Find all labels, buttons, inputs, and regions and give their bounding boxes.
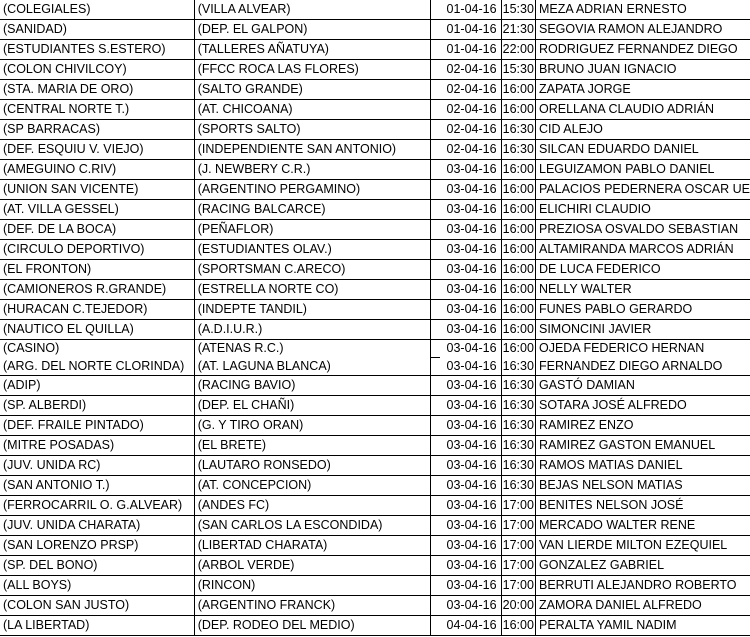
date-cell: 03-04-16 <box>440 396 501 416</box>
table-row <box>0 556 750 576</box>
referee-cell: SEGOVIA RAMON ALEJANDRO <box>536 20 750 40</box>
time-cell: 16:00 <box>501 220 535 240</box>
spacer-cell <box>430 180 440 200</box>
away-team-cell: (SPORTS SALTO) <box>194 120 430 140</box>
away-team-cell: (PEÑAFLOR) <box>194 220 430 240</box>
home-team-cell: (AMEGUINO C.RIV) <box>0 160 194 180</box>
home-team-cell: (EL FRONTON) <box>0 260 194 280</box>
date-cell: 03-04-16 <box>440 240 501 260</box>
spacer-cell <box>430 40 440 60</box>
spacer-cell <box>430 416 440 436</box>
away-team-cell: (ESTRELLA NORTE CO) <box>194 280 430 300</box>
referee-cell: OJEDA FEDERICO HERNAN <box>539 341 705 356</box>
table-row <box>0 358 750 376</box>
date-cell: 03-04-16 <box>440 340 501 358</box>
date-cell: 03-04-16 <box>440 260 501 280</box>
time-cell: 15:30 <box>501 0 535 20</box>
referee-cell: FUNES PABLO GERARDO <box>536 300 750 320</box>
table-row <box>0 536 750 556</box>
spacer-cell <box>430 536 440 556</box>
away-team-cell: (AT. LAGUNA BLANCA) <box>194 358 430 376</box>
date-cell: 03-04-16 <box>440 456 501 476</box>
table-row <box>0 516 750 536</box>
away-team-cell: (TALLERES AÑATUYA) <box>194 40 430 60</box>
spacer-cell <box>430 616 440 636</box>
table-row <box>0 120 750 140</box>
date-cell: 03-04-16 <box>440 376 501 396</box>
away-team-cell: (A.D.I.U.R.) <box>194 320 430 340</box>
spacer-cell <box>430 240 440 260</box>
referee-cell: PREZIOSA OSVALDO SEBASTIAN <box>536 220 750 240</box>
time-cell: 17:00 <box>501 556 535 576</box>
away-team-cell: (DEP. EL CHAÑI) <box>194 396 430 416</box>
spacer-cell <box>430 100 440 120</box>
referee-cell: GASTÓ DAMIAN <box>536 376 750 396</box>
time-cell: 16:30 <box>501 416 535 436</box>
date-cell: 01-04-16 <box>440 0 501 20</box>
away-team-cell: (AT. CONCEPCION) <box>194 476 430 496</box>
referee-cell: ZAMORA DANIEL ALFREDO <box>536 596 750 616</box>
home-team-cell: (COLON CHIVILCOY) <box>0 60 194 80</box>
date-cell: 03-04-16 <box>440 160 501 180</box>
spacer-cell <box>430 280 440 300</box>
table-row <box>0 160 750 180</box>
away-team-cell: (LAUTARO RONSEDO) <box>194 456 430 476</box>
time-cell: 16:00 <box>501 100 535 120</box>
table-row <box>0 320 750 340</box>
home-team-cell: (COLON SAN JUSTO) <box>0 596 194 616</box>
date-cell: 03-04-16 <box>440 576 501 596</box>
away-team-cell: (ARGENTINO FRANCK) <box>194 596 430 616</box>
home-team-cell: (SAN ANTONIO T.) <box>0 476 194 496</box>
home-team-cell: (AT. VILLA GESSEL) <box>0 200 194 220</box>
date-cell: 02-04-16 <box>440 60 501 80</box>
table-row <box>0 100 750 120</box>
referee-cell: PERALTA YAMIL NADIM <box>536 616 750 636</box>
home-team-cell: (ARG. DEL NORTE CLORINDA) <box>0 358 194 376</box>
home-team-cell: (JUV. UNIDA RC) <box>0 456 194 476</box>
spacer-cell <box>430 456 440 476</box>
home-team-cell: (DEF. DE LA BOCA) <box>0 220 194 240</box>
time-cell: 16:30 <box>501 376 535 396</box>
time-cell: 16:30 <box>501 140 535 160</box>
table-row <box>0 240 750 260</box>
spacer-cell <box>430 436 440 456</box>
referee-cell: ORELLANA CLAUDIO ADRIÁN <box>536 100 750 120</box>
date-cell: 04-04-16 <box>440 616 501 636</box>
home-team-cell: (ESTUDIANTES S.ESTERO) <box>0 40 194 60</box>
home-team-cell: (CAMIONEROS R.GRANDE) <box>0 280 194 300</box>
away-team-cell: (EL BRETE) <box>194 436 430 456</box>
date-cell: 01-04-16 <box>440 40 501 60</box>
time-cell: 16:30 <box>501 358 535 376</box>
home-team-cell: (CASINO) <box>0 340 194 358</box>
home-team-cell: (UNION SAN VICENTE) <box>0 180 194 200</box>
spacer-cell <box>430 496 440 516</box>
referee-cell: BRUNO JUAN IGNACIO <box>536 60 750 80</box>
away-team-cell: (SAN CARLOS LA ESCONDIDA) <box>194 516 430 536</box>
table-row <box>0 416 750 436</box>
spacer-cell <box>430 516 440 536</box>
date-cell: 03-04-16 <box>440 516 501 536</box>
table-row <box>0 200 750 220</box>
home-team-cell: (NAUTICO EL QUILLA) <box>0 320 194 340</box>
spacer-cell <box>430 160 440 180</box>
table-row <box>0 20 750 40</box>
date-cell: 02-04-16 <box>440 100 501 120</box>
table-row <box>0 300 750 320</box>
time-cell: 15:30 <box>501 60 535 80</box>
referee-cell: PALACIOS PEDERNERA OSCAR UE <box>536 180 750 200</box>
away-team-cell: (ARGENTINO PERGAMINO) <box>194 180 430 200</box>
table-row <box>0 40 750 60</box>
time-cell: 16:30 <box>501 120 535 140</box>
time-cell: 16:00 <box>501 260 535 280</box>
table-row <box>0 376 750 396</box>
away-team-cell: (LIBERTAD CHARATA) <box>194 536 430 556</box>
home-team-cell: (SP. ALBERDI) <box>0 396 194 416</box>
spacer-cell <box>430 340 440 358</box>
home-team-cell: (SP BARRACAS) <box>0 120 194 140</box>
table-row <box>0 456 750 476</box>
referee-cell: MEZA ADRIAN ERNESTO <box>536 0 750 20</box>
date-cell: 02-04-16 <box>440 140 501 160</box>
date-cell: 03-04-16 <box>440 416 501 436</box>
time-cell: 17:00 <box>501 496 535 516</box>
home-team-cell: (SP. DEL BONO) <box>0 556 194 576</box>
home-team-cell: (CIRCULO DEPORTIVO) <box>0 240 194 260</box>
date-cell: 03-04-16 <box>440 220 501 240</box>
table-row <box>0 60 750 80</box>
spacer-cell <box>430 220 440 240</box>
time-cell: 20:00 <box>501 596 535 616</box>
home-team-cell: (HURACAN C.TEJEDOR) <box>0 300 194 320</box>
time-cell: 17:00 <box>501 536 535 556</box>
away-team-cell: (VILLA ALVEAR) <box>194 0 430 20</box>
time-cell: 22:00 <box>501 40 535 60</box>
referee-cell: SOTARA JOSÉ ALFREDO <box>536 396 750 416</box>
spacer-cell <box>430 80 440 100</box>
date-cell: 03-04-16 <box>440 556 501 576</box>
referee-cell: MERCADO WALTER RENE <box>536 516 750 536</box>
referee-cell: VAN LIERDE MILTON EZEQUIEL <box>536 536 750 556</box>
date-cell: 03-04-16 <box>440 280 501 300</box>
referee-cell: ZAPATA JORGE <box>536 80 750 100</box>
home-team-cell: (ALL BOYS) <box>0 576 194 596</box>
away-team-cell: (AT. CHICOANA) <box>194 100 430 120</box>
away-team-cell: (DEP. EL GALPON) <box>194 20 430 40</box>
away-team-cell: (SALTO GRANDE) <box>194 80 430 100</box>
spacer-cell <box>430 0 440 20</box>
referee-cell: SILCAN EDUARDO DANIEL <box>536 140 750 160</box>
table-row <box>0 140 750 160</box>
time-cell: 16:00 <box>501 300 535 320</box>
away-team-cell: (SPORTSMAN C.ARECO) <box>194 260 430 280</box>
referee-cell: SIMONCINI JAVIER <box>536 320 750 340</box>
away-team-cell: (RACING BAVIO) <box>194 376 430 396</box>
date-cell: 03-04-16 <box>440 436 501 456</box>
table-row <box>0 80 750 100</box>
table-row <box>0 576 750 596</box>
home-team-cell: (ADIP) <box>0 376 194 396</box>
time-cell: 16:00 <box>501 80 535 100</box>
table-row <box>0 476 750 496</box>
date-cell: 03-04-16 <box>440 358 501 376</box>
referee-cell: LEGUIZAMON PABLO DANIEL <box>536 160 750 180</box>
home-team-cell: (SAN LORENZO PRSP) <box>0 536 194 556</box>
time-cell: 16:30 <box>501 456 535 476</box>
table-row <box>0 436 750 456</box>
spacer-cell <box>430 260 440 280</box>
referee-cell: DE LUCA FEDERICO <box>536 260 750 280</box>
referee-cell: BENITES NELSON JOSÉ <box>536 496 750 516</box>
table-row <box>0 260 750 280</box>
referee-cell: GONZALEZ GABRIEL <box>536 556 750 576</box>
spacer-cell <box>430 20 440 40</box>
time-cell: 16:00 <box>501 280 535 300</box>
away-team-cell: (ESTUDIANTES OLAV.) <box>194 240 430 260</box>
time-cell: 16:30 <box>501 476 535 496</box>
table-row <box>0 180 750 200</box>
referee-cell: RODRIGUEZ FERNANDEZ DIEGO <box>536 40 750 60</box>
home-team-cell: (LA LIBERTAD) <box>0 616 194 636</box>
referee-cell: BEJAS NELSON MATIAS <box>536 476 750 496</box>
spacer-cell <box>430 376 440 396</box>
away-team-cell: (G. Y TIRO ORAN) <box>194 416 430 436</box>
date-cell: 03-04-16 <box>440 596 501 616</box>
table-row <box>0 340 750 358</box>
spacer-cell <box>430 140 440 160</box>
referee-cell: FERNANDEZ DIEGO ARNALDO <box>536 358 750 376</box>
away-team-cell: (ARBOL VERDE) <box>194 556 430 576</box>
referee-cell: ELICHIRI CLAUDIO <box>536 200 750 220</box>
referee-cell: RAMIREZ GASTON EMANUEL <box>536 436 750 456</box>
time-cell: 17:00 <box>501 516 535 536</box>
table-row <box>0 616 750 636</box>
time-cell: 16:30 <box>501 396 535 416</box>
home-team-cell: (DEF. ESQUIU V. VIEJO) <box>0 140 194 160</box>
table-row <box>0 0 750 20</box>
date-cell: 03-04-16 <box>440 476 501 496</box>
table-row <box>0 280 750 300</box>
home-team-cell: (COLEGIALES) <box>0 0 194 20</box>
date-cell: 03-04-16 <box>440 320 501 340</box>
spacer-cell <box>430 556 440 576</box>
referee-cell: NELLY WALTER <box>536 280 750 300</box>
table-row <box>0 496 750 516</box>
time-cell: 16:00 <box>501 160 535 180</box>
table-row <box>0 220 750 240</box>
date-cell: 03-04-16 <box>440 300 501 320</box>
away-team-cell: (RINCON) <box>194 576 430 596</box>
away-team-cell: (ANDES FC) <box>194 496 430 516</box>
away-team-cell: (INDEPTE TANDIL) <box>194 300 430 320</box>
time-cell: 16:00 <box>501 340 535 358</box>
home-team-cell: (DEF. FRAILE PINTADO) <box>0 416 194 436</box>
home-team-cell: (FERROCARRIL O. G.ALVEAR) <box>0 496 194 516</box>
spacer-cell <box>430 200 440 220</box>
time-cell: 16:30 <box>501 436 535 456</box>
referee-cell: RAMOS MATIAS DANIEL <box>536 456 750 476</box>
referee-cell: CID ALEJO <box>536 120 750 140</box>
referee-cell: BERRUTI ALEJANDRO ROBERTO <box>536 576 750 596</box>
date-cell: 02-04-16 <box>440 80 501 100</box>
spacer-cell <box>430 358 440 376</box>
time-cell: 16:00 <box>501 320 535 340</box>
away-team-cell: (ATENAS R.C.) <box>194 340 430 358</box>
home-team-cell: (MITRE POSADAS) <box>0 436 194 456</box>
referee-cell: RAMIREZ ENZO <box>536 416 750 436</box>
spacer-cell <box>430 320 440 340</box>
away-team-cell: (DEP. RODEO DEL MEDIO) <box>194 616 430 636</box>
away-team-cell: (INDEPENDIENTE SAN ANTONIO) <box>194 140 430 160</box>
table-row <box>0 596 750 616</box>
date-cell: 01-04-16 <box>440 20 501 40</box>
date-cell: 03-04-16 <box>440 180 501 200</box>
time-cell: 16:00 <box>501 200 535 220</box>
home-team-cell: (CENTRAL NORTE T.) <box>0 100 194 120</box>
time-cell: 21:30 <box>501 20 535 40</box>
spacer-cell <box>430 596 440 616</box>
home-team-cell: (JUV. UNIDA CHARATA) <box>0 516 194 536</box>
time-cell: 16:00 <box>501 616 535 636</box>
date-cell: 03-04-16 <box>440 496 501 516</box>
away-team-cell: (FFCC ROCA LAS FLORES) <box>194 60 430 80</box>
spacer-cell <box>430 576 440 596</box>
time-cell: 16:00 <box>501 240 535 260</box>
spacer-cell <box>430 476 440 496</box>
time-cell: 16:00 <box>501 180 535 200</box>
date-cell: 03-04-16 <box>440 536 501 556</box>
date-cell: 03-04-16 <box>440 200 501 220</box>
home-team-cell: (STA. MARIA DE ORO) <box>0 80 194 100</box>
spacer-cell <box>430 120 440 140</box>
spacer-cell <box>430 300 440 320</box>
away-team-cell: (J. NEWBERY C.R.) <box>194 160 430 180</box>
time-cell: 17:00 <box>501 576 535 596</box>
home-team-cell: (SANIDAD) <box>0 20 194 40</box>
date-cell: 02-04-16 <box>440 120 501 140</box>
table-row <box>0 396 750 416</box>
spacer-cell <box>430 60 440 80</box>
away-team-cell: (RACING BALCARCE) <box>194 200 430 220</box>
referee-cell: ALTAMIRANDA MARCOS ADRIÁN <box>536 240 750 260</box>
spacer-cell <box>430 396 440 416</box>
